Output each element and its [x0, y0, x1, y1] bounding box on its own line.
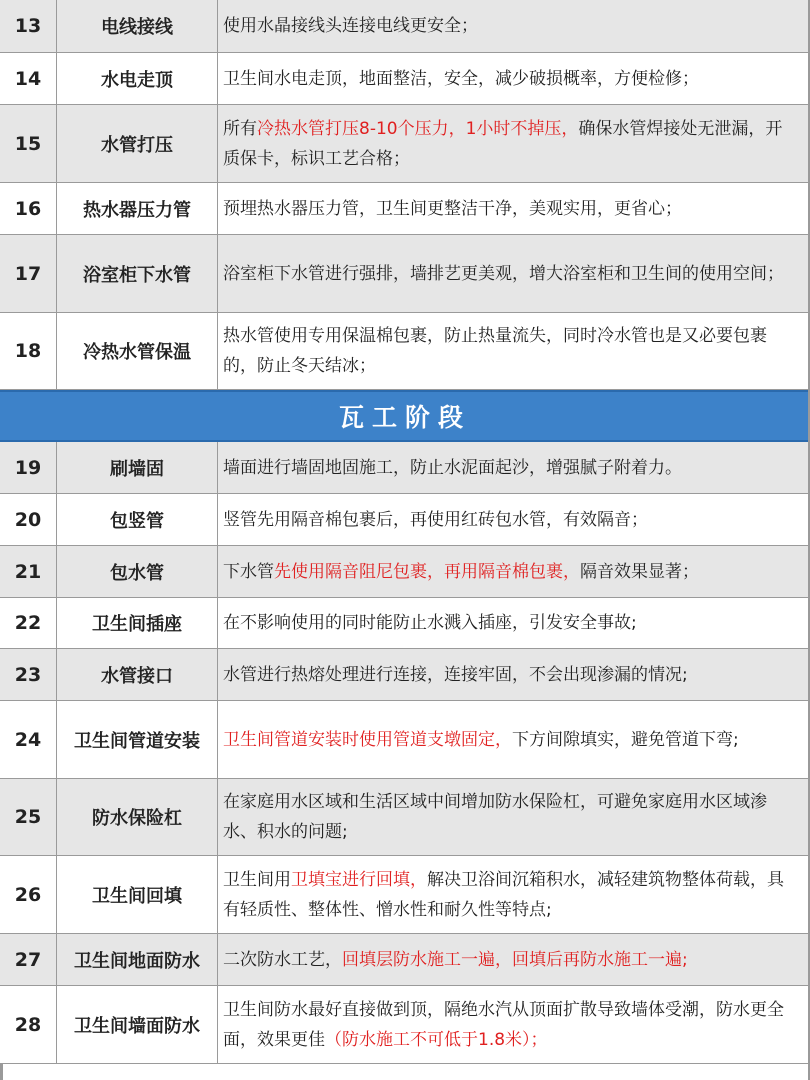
- row-description: [218, 494, 810, 545]
- row-item-name: 刷墙固: [57, 442, 218, 493]
- row-description: [218, 105, 810, 182]
- description-text: 确保水管焊接处无泄漏，开质保卡，标识工艺合格；: [223, 118, 783, 169]
- row-description: [218, 546, 810, 597]
- row-number: 27: [0, 934, 57, 985]
- description-text: 水管进行热熔处理进行连接，连接牢固，不会出现渗漏的情况;: [223, 664, 688, 685]
- description-text: 卫生间防水最好直接做到顶，隔绝水汽从顶面扩散导致墙体受潮，防水更全面，效果更佳: [223, 999, 784, 1050]
- table-row: [0, 934, 810, 986]
- row-item-name: 包竖管: [57, 494, 218, 545]
- row-item-name: 卫生间地面防水: [57, 934, 218, 985]
- description-text: 卫生间水电走顶，地面整洁，安全，减少破损概率，方便检修；: [223, 68, 699, 89]
- row-item-name: 水管接口: [57, 649, 218, 700]
- row-number: 25: [0, 779, 57, 855]
- row-item-name: 包水管: [57, 546, 218, 597]
- table-row: [0, 598, 810, 649]
- row-number: 23: [0, 649, 57, 700]
- description-text: 解决卫浴间沉箱积水，减轻建筑物整体荷载，具有轻质性、整体性、憎水性和耐久性等特点;: [223, 869, 784, 920]
- row-description: [218, 183, 810, 234]
- highlight-text: 卫生间管道安装时使用管道支墩固定，: [223, 729, 512, 750]
- row-number: 13: [0, 0, 57, 52]
- row-number: 22: [0, 598, 57, 648]
- row-item-name: 防水保险杠: [57, 779, 218, 855]
- row-description: [218, 986, 810, 1063]
- table-row: [0, 701, 810, 779]
- row-number: 15: [0, 105, 57, 182]
- row-item-name: 电线接线: [57, 0, 218, 52]
- table-row: [0, 546, 810, 598]
- row-item-name: 浴室柜下水管: [57, 235, 218, 312]
- description-text: 热水管使用专用保温棉包裹，防止热量流失，同时冷水管也是又必要包裹的，防止冬天结冰；: [223, 326, 767, 376]
- section-header: [0, 390, 810, 442]
- description-text: 使用水晶接线头连接电线更安全；: [223, 16, 478, 36]
- highlight-text: 回填层防水施工一遍，回填后再防水施工一遍;: [342, 949, 688, 970]
- row-number: 20: [0, 494, 57, 545]
- description-text: 卫生间用: [223, 869, 291, 890]
- row-description: [218, 235, 810, 312]
- row-description: [218, 0, 810, 52]
- row-description: [218, 598, 810, 648]
- table-row: [0, 313, 810, 390]
- row-number: 26: [0, 856, 57, 933]
- description-text: 在不影响使用的同时能防止水溅入插座，引发安全事故;: [223, 613, 637, 633]
- description-text: 预埋热水器压力管，卫生间更整洁干净，美观实用，更省心；: [223, 198, 682, 219]
- description-text: 二次防水工艺，: [223, 949, 342, 970]
- table-row: [0, 53, 810, 105]
- row-item-name: 水电走顶: [57, 53, 218, 104]
- table-row: [0, 986, 810, 1064]
- row-number: 16: [0, 183, 57, 234]
- description-text: 隔音效果显著；: [580, 561, 699, 582]
- row-number: 19: [0, 442, 57, 493]
- row-description: [218, 701, 810, 778]
- table-row: [0, 779, 810, 856]
- table-row: [0, 856, 810, 934]
- row-description: [218, 934, 810, 985]
- row-description: [218, 442, 810, 493]
- row-item-name: 热水器压力管: [57, 183, 218, 234]
- description-text: 竖管先用隔音棉包裹后，再使用红砖包水管，有效隔音；: [223, 509, 648, 530]
- row-number: 14: [0, 53, 57, 104]
- row-number: 18: [0, 313, 57, 389]
- section-title: 瓦工阶段: [338, 403, 471, 432]
- row-item-name: 卫生间回填: [57, 856, 218, 933]
- row-description: [218, 779, 810, 855]
- row-number: 17: [0, 235, 57, 312]
- table-row: [0, 183, 810, 235]
- row-item-name: 卫生间墙面防水: [57, 986, 218, 1063]
- highlight-text: （防水施工不可低于1.8米）；: [325, 1029, 548, 1050]
- row-description: [218, 856, 810, 933]
- highlight-text: 先使用隔音阻尼包裹，再用隔音棉包裹，: [274, 561, 580, 582]
- row-item-name: 冷热水管保温: [57, 313, 218, 389]
- row-item-name: 水管打压: [57, 105, 218, 182]
- highlight-text: 冷热水管打压8-10个压力，1小时不掉压，: [257, 118, 579, 139]
- row-number: 28: [0, 986, 57, 1063]
- highlight-text: 卫填宝进行回填，: [291, 869, 427, 890]
- table-row: [0, 105, 810, 183]
- description-text: 下方间隙填实，避免管道下弯;: [512, 729, 739, 750]
- description-text: 在家庭用水区域和生活区域中间增加防水保险杠，可避免家庭用水区域渗水、积水的问题;: [223, 792, 767, 842]
- table-row: [0, 442, 810, 494]
- row-description: [218, 53, 810, 104]
- description-text: 墙面进行墙固地固施工，防止水泥面起沙，增强腻子附着力。: [223, 457, 682, 478]
- description-text: 所有: [223, 118, 257, 139]
- row-description: [218, 649, 810, 700]
- description-text: 下水管: [223, 561, 274, 582]
- table-row: [0, 0, 810, 53]
- table-row: [0, 649, 810, 701]
- row-number: 21: [0, 546, 57, 597]
- row-number: 24: [0, 701, 57, 778]
- table-row: [0, 235, 810, 313]
- row-description: [218, 313, 810, 389]
- row-item-name: 卫生间插座: [57, 598, 218, 648]
- table-row: [0, 494, 810, 546]
- row-item-name: 卫生间管道安装: [57, 701, 218, 778]
- description-text: 浴室柜下水管进行强排，墙排艺更美观，增大浴室柜和卫生间的使用空间；: [223, 263, 784, 284]
